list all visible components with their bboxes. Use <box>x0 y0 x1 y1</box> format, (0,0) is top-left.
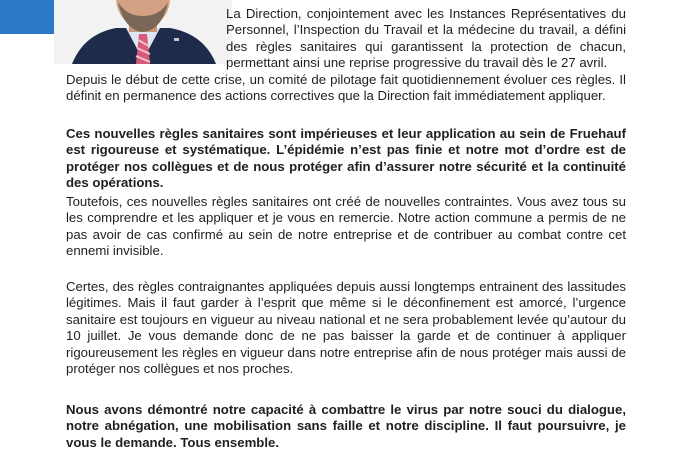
paragraph-certes <box>66 279 626 377</box>
intro-paragraph <box>66 6 626 72</box>
text-certes: Certes, des règles contraignantes appliquées depuis aussi longtemps entrainent des lassitudes légitimes. Mais il faut garder à l’esprit que même si le déconfinement est amorcé, l’urgence sanitaire est toujours en vigueur au niveau national et ne sera probablement levée qu’autour du 10 juillet. Je vous demande donc de ne pas baisser la garde et de continuer à appliquer rigoureusement les règles en vigueur dans notre entreprise afin de nous protéger mais aussi de protéger nos collègues et nos proches. <box>66 279 626 377</box>
text-toutefois: Toutefois, ces nouvelles règles sanitaires ont créé de nouvelles contraintes. Vous avez tous su les comprendre et les appliquer et je vous en remercie. Notre action commune a permis de ne pas avoir de cas confirmé au sein de notre entreprise et de contribuer au combat contre cet ennemi invisible. <box>66 194 626 259</box>
intro-text-b: Depuis le début de cette crise, un comité de pilotage fait quotidiennement évoluer ces règles. Il définit en permanence des actions correctives que la Direction fait immédiatement appliquer. <box>66 72 626 104</box>
bold-paragraph-1 <box>66 126 626 192</box>
bold-text-1: Ces nouvelles règles sanitaires sont impérieuses et leur application au sein de Fruehauf est rigoureuse et systématique. L’épidémie n’est pas finie et notre mot d’ordre est de protéger nos collègues et de nous protéger afin d’assurer notre sécurité et la continuité des opérations. <box>66 126 626 191</box>
bold-text-2: Nous avons démontré notre capacité à combattre le virus par notre souci du dialogue, notre abnégation, une mobilisation sans faille et notre discipline. Il faut poursuivre, je vous le demande. Tous ensemble. <box>66 402 626 450</box>
intro-text-a: La Direction, conjointement avec les Instances Représentatives du Personnel, l’Inspection du Travail et la médecine du travail, a défini des règles sanitaires qui garantissent la protection de chacun, permettant ainsi une reprise progressive du travail dès le 27 avril. <box>226 6 626 71</box>
paragraph-toutefois <box>66 194 626 260</box>
bold-paragraph-2 <box>66 402 626 451</box>
intro-paragraph-continued <box>66 72 626 105</box>
